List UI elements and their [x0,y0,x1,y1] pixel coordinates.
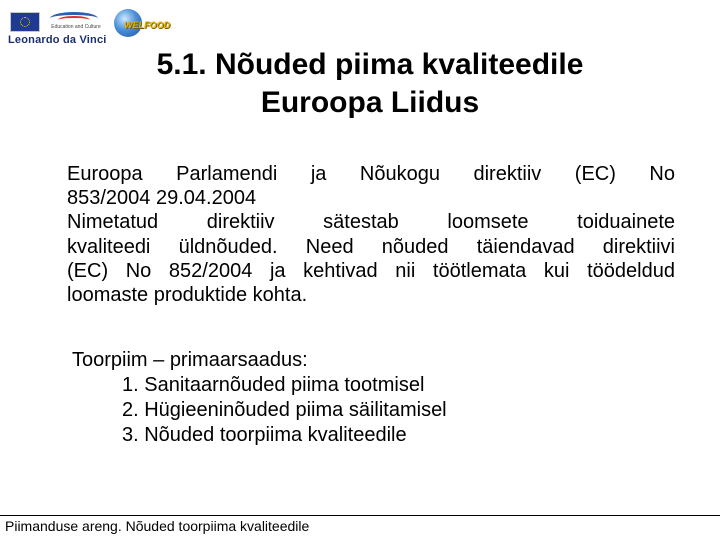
paragraph-line: 853/2004 29.04.2004 [67,187,257,210]
list-item: 2. Hügieeninõuded piima säilitamisel [122,399,447,421]
ec-caption: Education and Culture [51,24,101,30]
welfood-logo-text: WELFOOD [124,20,170,30]
body-paragraph [67,162,675,307]
paragraph-line: Nimetatud direktiiv sätestab loomsete toiduainete [67,211,675,234]
list-heading: Toorpiim – primaarsaadus: [72,349,308,371]
paragraph-line: Euroopa Parlamendi ja Nõukogu direktiiv (EC) No [67,163,675,185]
eu-flag-icon [10,12,40,32]
list-item: 1. Sanitaarnõuded piima tootmisel [122,374,425,396]
list-item: 3. Nõuded toorpiima kvaliteedile [122,424,407,446]
paragraph-line: kvaliteedi üldnõuded. Need nõuded täiendavad direktiivi [67,235,675,258]
paragraph-line: (EC) No 852/2004 ja kehtivad nii töötlemata kui töödeldud [67,259,675,282]
footer-text: Piimanduse areng. Nõuded toorpiima kvaliteedile [5,518,310,534]
welfood-logo [110,8,168,44]
footer-divider [0,515,720,516]
leonardo-da-vinci-logo: Leonardo da Vinci [8,34,107,46]
raw-milk-list [72,348,632,448]
header-logos [6,8,196,46]
paragraph-line: loomaste produktide kohta. [67,284,308,307]
slide-title-line-1: 5.1. Nõuded piima kvaliteedile [156,48,584,81]
slide-title [80,46,660,122]
slide-title-line-2: Euroopa Liidus [260,86,480,119]
